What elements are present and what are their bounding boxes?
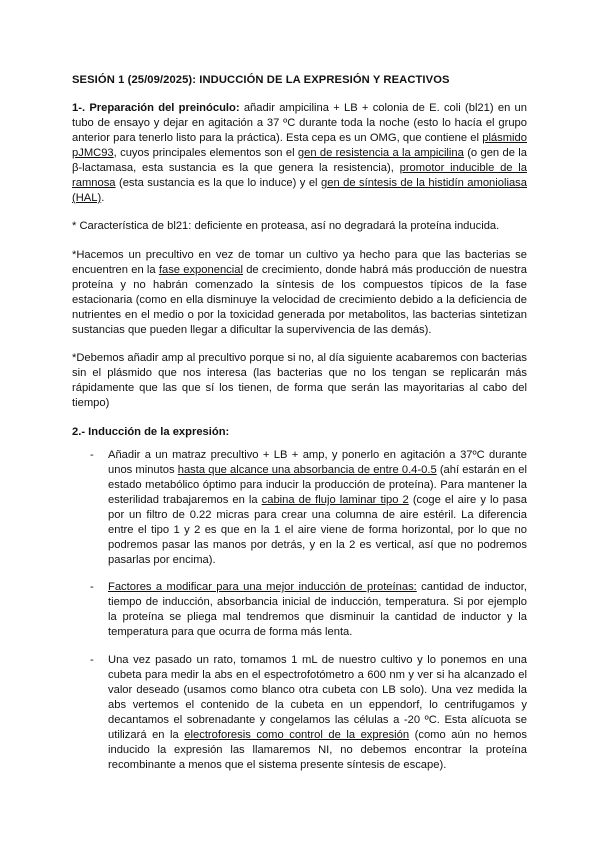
underlined-text: promotor inducible de la ramnosa <box>72 162 527 189</box>
text-run: (ahí estarán en el estado metabólico óptimo para inducir la producción de proteína). Para mantener la esterilidad trabajaremos en la <box>108 464 527 506</box>
text-run: Añadir a un matraz precultivo + LB + amp, y ponerlo en agitación a 37ºC durante unos minutos <box>108 449 527 476</box>
text-run: , cuyos principales elementos son el <box>113 147 298 159</box>
bullet-marker: - <box>90 449 94 461</box>
text-run: añadir ampicilina + LB + colonia de E. coli (bl21) en un tubo de ensayo y dejar en agitación a 37 ºC durante toda la noche (esto lo hacía el grupo anterior para tenerlo listo para la práctica). Esta cepa es un OMG, que contiene el <box>72 102 528 144</box>
text-run: *Hacemos un precultivo en vez de tomar un cultivo ya hecho para que las bacterias se encuentren en la <box>72 249 527 276</box>
footnote-bl21 <box>72 219 527 234</box>
underlined-text: plásmido pJMC93 <box>72 132 527 159</box>
text-run: (o gen de la β-lactamasa, esta sustancia es la que genera la resistencia), <box>72 147 527 174</box>
underlined-text: electroforesis como control de la expresión <box>184 729 410 741</box>
underlined-text: hasta que alcance una absorbancia de entre 0.4-0.5 <box>177 464 437 476</box>
bold-text: 2.- Inducción de la expresión: <box>72 426 230 438</box>
bullet-item-cubeta <box>108 653 527 773</box>
text-run: (coge el aire y lo pasa por un filtro de 0.22 micras para crear una columna de aire estéril. La diferencia entre el tipo 1 y 2 es que en la 1 el aire viene de forma horizontal, por lo que no podremos pasar las manos por detrás, y en la 2 es vertical, así que no podremos pasarlas por encima). <box>108 494 527 566</box>
bullet-marker: - <box>90 654 94 666</box>
underlined-text: gen de síntesis de la histidín amonioliasa (HAL) <box>72 177 527 204</box>
text-run: * Característica de bl21: deficiente en proteasa, así no degradará la proteína inducida. <box>72 220 500 232</box>
text-run: (como aún no hemos inducido la expresión las llamaremos NI, no debemos encontrar la proteína recombinante a menos que el sistema presente síntesis de escape). <box>108 729 527 771</box>
paragraph-preinoculo <box>72 101 527 206</box>
bold-text: 1-. Preparación del preinóculo: <box>72 102 240 114</box>
section-heading-induccion <box>72 425 527 440</box>
text-run: de crecimiento, donde habrá más producción de nuestra proteína y no habrán comenzado la síntesis de los compuestos típicos de la fase estacionaria (como en ella disminuye la velocidad de crecimiento debido a la deficiencia de nutrientes en el medio o por la toxicidad generada por metabolitos, las bacterias sintetizan sustancias que pueden llegar a dificultar la supervivencia de las demás). <box>72 264 527 336</box>
text-run: cantidad de inductor, tiempo de inducción, absorbancia inicial de inducción, temperatura. Si por ejemplo la proteína se pliega mal tendremos que disminuir la cantidad de inductor y la temperatura para que ocurra de forma más lenta. <box>108 581 527 638</box>
underlined-text: Factores a modificar para una mejor inducción de proteínas: <box>108 581 417 593</box>
bullet-marker: - <box>90 581 94 593</box>
underlined-text: gen de resistencia a la ampicilina <box>297 147 464 159</box>
bullet-item-factores <box>108 580 527 640</box>
underlined-text: fase exponencial <box>158 264 243 276</box>
underlined-text: cabina de flujo laminar tipo 2 <box>261 494 409 506</box>
page-title: SESIÓN 1 (25/09/2025): INDUCCIÓN DE LA EXPRESIÓN Y REACTIVOS <box>72 74 450 86</box>
bullet-item-matraz <box>108 448 527 568</box>
text-run: *Debemos añadir amp al precultivo porque si no, al día siguiente acabaremos con bacterias sin el plásmido que nos interesa (las bacterias que no los tengan se replicarán más rápidamente que las que sí los tienen, de forma que serán las mayoritarias al cabo del tiempo) <box>72 352 527 409</box>
text-run: (esta sustancia es la que lo induce) y el <box>115 177 321 189</box>
paragraph-precultivo <box>72 248 527 338</box>
text-run: . <box>101 192 105 204</box>
text-run: Una vez pasado un rato, tomamos 1 mL de nuestro cultivo y lo ponemos en una cubeta para medir la abs en el espectrofotómetro a 600 nm y ver si ha alcanzado el valor deseado (usamos como blanco otra cubeta con LB solo). Una vez medida la abs vertemos el contenido de la cubeta en un eppendorf, lo centrifugamos y decantamos el sobrenadante y congelamos las células a -20 ºC. Esta alícuota se utilizará en la <box>108 654 527 741</box>
paragraph-amp <box>72 351 527 411</box>
